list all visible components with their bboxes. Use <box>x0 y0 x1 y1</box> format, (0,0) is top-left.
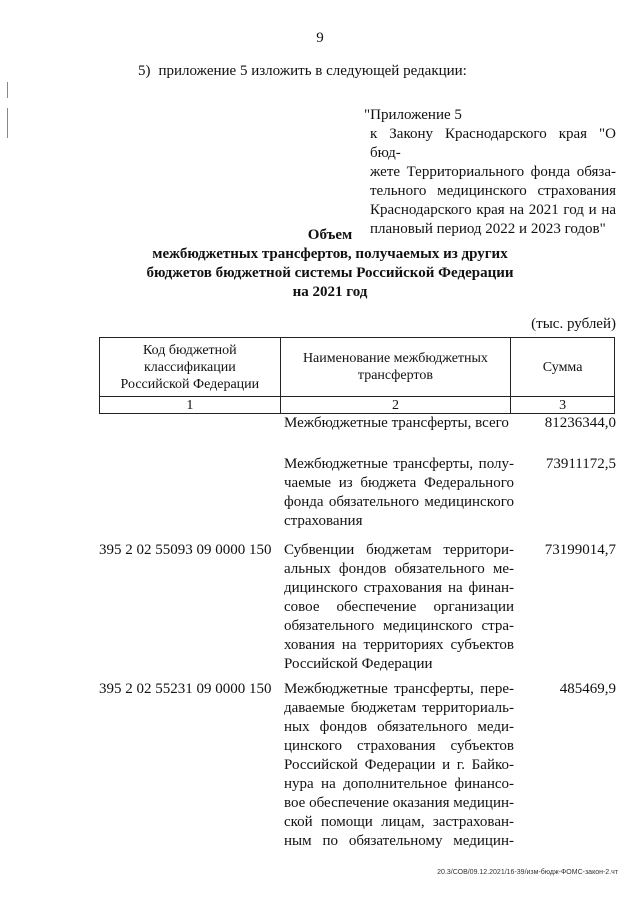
column-number: 3 <box>511 397 615 414</box>
table-row-code: 395 2 02 55231 09 0000 150 <box>99 681 272 697</box>
appendix-reference <box>364 106 616 239</box>
table-row-name: Межбюджетные трансферты, всего <box>284 415 509 431</box>
instruction-text: приложение 5 изложить в следующей редакции: <box>158 63 467 79</box>
appendix-line: к Закону Краснодарского края "О бюд- <box>370 126 616 161</box>
table-row-sum: 81236344,0 <box>544 415 616 431</box>
heading-line: на 2021 год <box>292 284 368 300</box>
table-row-sum: 73911172,5 <box>545 456 616 472</box>
table-row-name: Межбюджетные трансферты, пере- даваемые бюджетам территориаль- ных фондов обязательного меди- цинского страхования субъектов Российской Федерации и г. Байко- нура на дополнительное финансо- вое обеспечение оказания медицин- ской помощи лицам, застрахован- ным по обязательному медицин- <box>284 681 514 849</box>
amendment-instruction <box>138 63 467 80</box>
header-sum: Сумма <box>511 338 615 397</box>
heading-line: Объем <box>307 227 353 243</box>
units-label: (тыс. рублей) <box>531 316 616 332</box>
header-name: Наименование межбюджетных трансфертов <box>280 338 511 397</box>
column-number: 1 <box>100 397 281 414</box>
appendix-line: тельного медицинского страхования <box>370 183 616 199</box>
heading-line: бюджетов бюджетной системы Российской Федерации <box>146 265 514 281</box>
margin-mark <box>7 108 8 138</box>
table-row-code: 395 2 02 55093 09 0000 150 <box>99 542 272 558</box>
instruction-number: 5) <box>138 63 151 79</box>
document-footer: 20.3/СОВ/09.12.2021/16-39/изм-бюдж-ФОМС-закон-2.чт <box>437 869 618 876</box>
appendix-line: плановый период 2022 и 2023 годов" <box>370 221 606 237</box>
table-row-name: Межбюджетные трансферты, полу- чаемые из бюджета Федерального фонда обязательного медицинского страхования <box>284 456 514 529</box>
table-row-sum: 73199014,7 <box>544 542 616 558</box>
header-code: Код бюджетной классификации Российской Федерации <box>100 338 281 397</box>
page-number: 9 <box>316 30 324 46</box>
margin-mark <box>7 82 8 98</box>
table-header <box>99 337 615 414</box>
heading-line: межбюджетных трансфертов, получаемых из других <box>152 246 508 262</box>
document-heading <box>120 226 540 302</box>
table-row-sum: 485469,9 <box>559 681 616 697</box>
appendix-line: Краснодарского края на 2021 год и на <box>370 202 616 218</box>
table-row-name: Субвенции бюджетам территори- альных фондов обязательного ме- дицинского страхования на финан- совое обеспечение организации обязательного медицинского стра- хования на территориях субъектов Российской Федерации <box>284 542 514 672</box>
appendix-line: "Приложение 5 <box>364 107 462 123</box>
appendix-line: жете Территориального фонда обяза- <box>370 164 616 180</box>
column-number: 2 <box>280 397 511 414</box>
